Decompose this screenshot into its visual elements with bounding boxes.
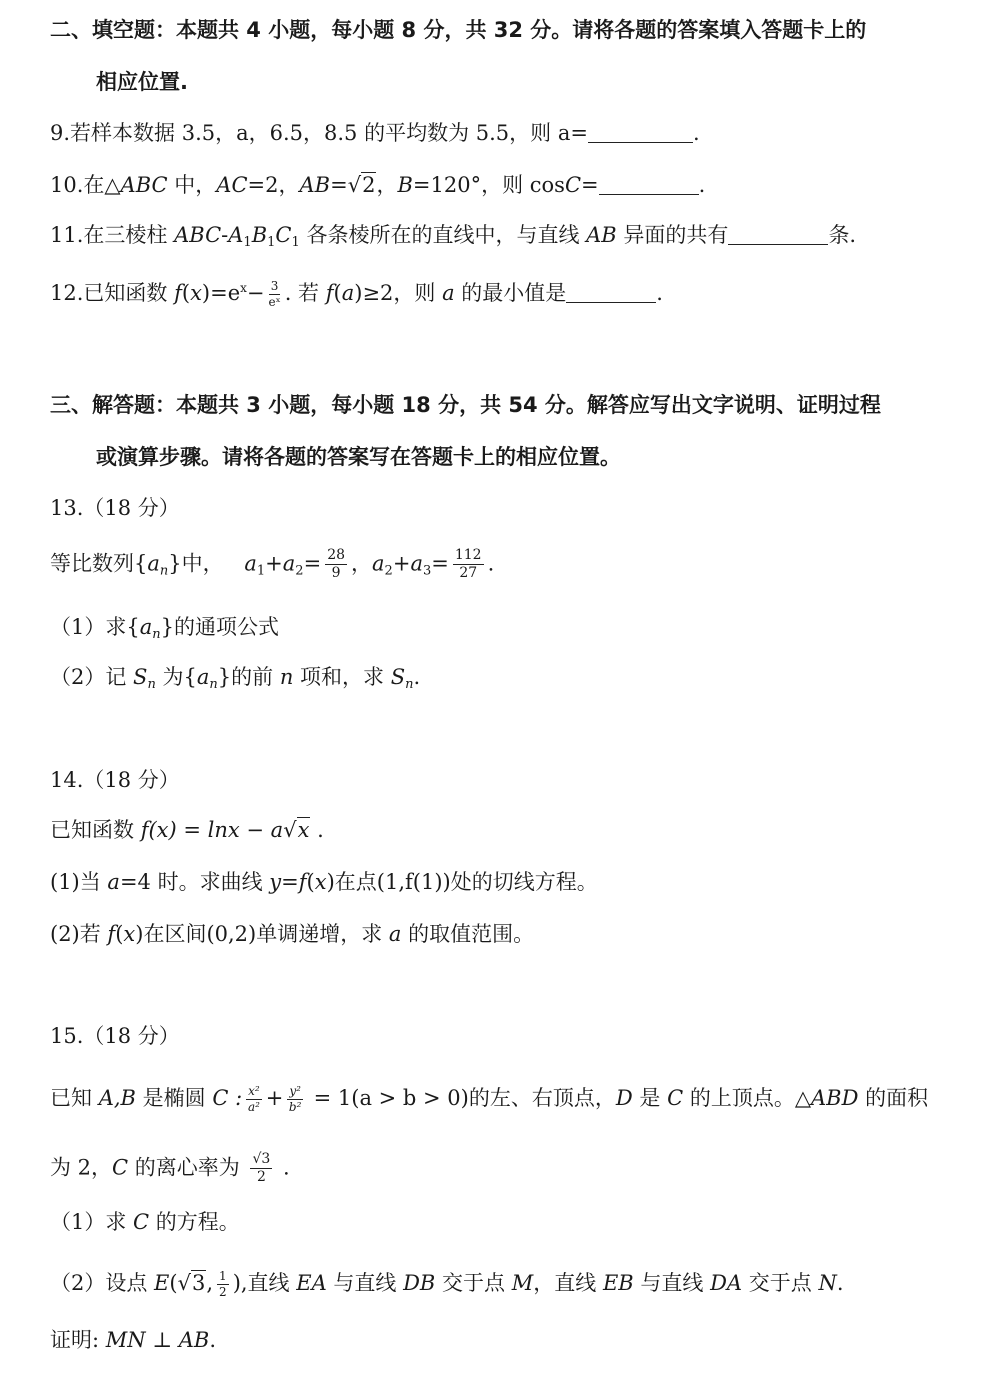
- q15-text: 是: [632, 1086, 668, 1111]
- q15-text: 交于点: [742, 1271, 819, 1296]
- denominator: 9: [331, 565, 341, 582]
- q13-text: +: [265, 551, 283, 576]
- numerator: 3: [269, 280, 281, 295]
- q10-text: =: [581, 173, 599, 197]
- q12-text: x: [190, 281, 202, 306]
- q14-text: x: [123, 922, 136, 946]
- q15-text: N: [818, 1271, 837, 1296]
- numerator: x²: [246, 1085, 262, 1100]
- subscript: n: [209, 677, 218, 692]
- numerator: y²: [287, 1085, 303, 1100]
- denominator: 27: [459, 565, 478, 582]
- q12-end: .: [656, 281, 663, 306]
- subscript: 1: [243, 235, 252, 250]
- q15-text: 与直线: [633, 1271, 711, 1296]
- q13-text: +: [392, 551, 411, 576]
- q14-text: 的取值范围。: [401, 922, 535, 946]
- q15-text: C: [112, 1155, 129, 1180]
- q15-text: M: [511, 1271, 534, 1296]
- q14-formula: f(x) = lnx − a: [140, 818, 284, 842]
- q15-text: （2）设点: [50, 1271, 155, 1296]
- q10-text: =120°，则 cos: [412, 173, 565, 197]
- q10-text: ABC: [120, 173, 168, 197]
- subscript: 2: [384, 563, 393, 579]
- question-13-part-1: [50, 617, 279, 641]
- q15-text: 为 2，: [50, 1155, 113, 1180]
- subscript: n: [152, 627, 161, 642]
- q14-text: a: [107, 870, 120, 894]
- question-15-head: 15.（18 分）: [50, 1024, 180, 1048]
- q12-text: f: [325, 281, 334, 306]
- q15-text: EA: [296, 1271, 327, 1296]
- q15-formula: MN ⊥ AB: [105, 1328, 210, 1352]
- q11-text: 11.在三棱柱: [50, 223, 175, 247]
- q12-text: (: [181, 281, 191, 306]
- sqrt: √3: [177, 1271, 206, 1296]
- q15-text: .: [209, 1328, 217, 1352]
- q13-text: a: [282, 551, 296, 576]
- q13-text: （1）求{: [50, 615, 140, 639]
- question-15-part-1: [50, 1212, 240, 1233]
- question-14-part-1: [50, 872, 598, 893]
- q14-text: (2)若: [50, 922, 108, 946]
- q13-text: 等比数列{: [50, 551, 148, 576]
- q15-text: （1）求: [50, 1210, 134, 1234]
- subscript: 2: [295, 563, 304, 579]
- q15-text: 的方程。: [149, 1210, 240, 1234]
- answer-blank: [588, 124, 693, 143]
- section-2-heading: 二、填空题：本题共 4 小题，每小题 8 分，共 32 分。请将各题的答案填入答题卡上的: [50, 18, 867, 42]
- q12-text: f: [174, 281, 182, 306]
- q10-text: 10.在△: [50, 173, 121, 197]
- q13-text: ，: [351, 551, 373, 576]
- q14-text: (1)当: [50, 870, 108, 894]
- question-12: [50, 280, 663, 309]
- q12-text: a: [341, 281, 355, 306]
- q15-text: 交于点: [435, 1271, 512, 1296]
- fraction: [287, 1085, 303, 1114]
- q10-text: B: [397, 173, 413, 197]
- q12-text: −: [246, 281, 265, 306]
- q10-text: AC: [216, 173, 248, 197]
- q15-text: C: [133, 1210, 150, 1234]
- q12-text: )=e: [201, 281, 241, 306]
- q13-text: a: [244, 551, 257, 576]
- subscript: 1: [256, 563, 266, 579]
- q13-text: 项和，求: [293, 665, 391, 689]
- q11-text: -: [221, 223, 229, 247]
- q15-text: 与直线: [326, 1271, 404, 1296]
- q11-text: B: [251, 223, 268, 247]
- q13-text: }的通项公式: [160, 615, 280, 639]
- q10-text: ，: [376, 173, 398, 197]
- q10-text: 中，: [167, 173, 217, 197]
- question-15-proof: [50, 1330, 216, 1351]
- q15-text: DA: [710, 1271, 743, 1296]
- sqrt: √x: [283, 818, 310, 842]
- q12-text: 12.已知函数: [50, 281, 175, 306]
- fraction: [217, 1270, 229, 1299]
- q11-text: 异面的共有: [616, 223, 729, 247]
- question-9: [50, 123, 700, 144]
- question-15-line-2: [50, 1152, 290, 1186]
- q14-text: x: [314, 870, 327, 894]
- question-13-part-2: [50, 667, 420, 691]
- q11-text: AB: [586, 223, 617, 247]
- subscript: 3: [422, 563, 432, 579]
- q15-text: C: [667, 1086, 684, 1111]
- q15-text: (: [169, 1271, 178, 1296]
- q10-text: =: [330, 173, 348, 197]
- q14-text: (: [115, 922, 124, 946]
- q15-text: 已知: [50, 1086, 99, 1111]
- fraction: [246, 1085, 262, 1114]
- q15-text: .: [276, 1155, 290, 1180]
- radicand: x: [297, 818, 310, 842]
- question-9-end: .: [692, 121, 700, 145]
- denominator: 2: [256, 1169, 266, 1186]
- q11-end: 条.: [828, 223, 857, 247]
- section-3-heading: 三、解答题：本题共 3 小题，每小题 18 分，共 54 分。解答应写出文字说明、证明过程: [50, 393, 881, 417]
- q11-text: C: [275, 223, 292, 247]
- section-3-heading-cont: 或演算步骤。请将各题的答案写在答题卡上的相应位置。: [96, 445, 621, 469]
- denominator: eˣ: [268, 295, 281, 310]
- q15-text: ABD: [810, 1086, 859, 1111]
- q13-text: a: [372, 551, 385, 576]
- q13-text: .: [413, 665, 421, 689]
- q14-text: y: [269, 870, 282, 894]
- question-14-head: 14.（18 分）: [50, 768, 180, 792]
- q13-text: }的前: [217, 665, 280, 689]
- denominator: 2: [219, 1285, 227, 1300]
- q13-text: （2）记: [50, 665, 134, 689]
- q15-text: ,: [206, 1271, 214, 1296]
- question-9-text: 9.若样本数据 3.5，a，6.5，8.5 的平均数为 5.5，则 a=: [50, 121, 588, 145]
- answer-blank: [728, 226, 828, 245]
- q14-text: (: [306, 870, 315, 894]
- subscript: 1: [267, 235, 276, 250]
- q10-text: C: [564, 173, 582, 197]
- q15-text: A,B: [98, 1086, 136, 1111]
- q13-text: n: [279, 665, 294, 689]
- q14-text: )在区间(0,2)单调递增，求: [135, 922, 389, 946]
- sqrt: √2: [347, 173, 376, 197]
- question-13-stem: [50, 548, 494, 582]
- q10-text: =2，: [247, 173, 300, 197]
- q14-text: =: [281, 870, 299, 894]
- q13-text: S: [390, 665, 406, 689]
- q14-text: )在点(1,f(1))处的切线方程。: [326, 870, 598, 894]
- q15-text: E: [154, 1271, 170, 1296]
- q13-text: a: [196, 665, 210, 689]
- question-15-part-2: [50, 1270, 844, 1299]
- q15-text: 是椭圆: [135, 1086, 213, 1111]
- q15-text: DB: [403, 1271, 436, 1296]
- q15-text: EB: [602, 1271, 634, 1296]
- question-10: [50, 175, 705, 196]
- q14-text: a: [388, 922, 402, 946]
- q15-text: +: [265, 1086, 284, 1111]
- q15-text: C :: [212, 1086, 243, 1111]
- question-14-part-2: [50, 924, 534, 945]
- question-13-head: 13.（18 分）: [50, 496, 180, 520]
- q14-text: .: [310, 818, 324, 842]
- q15-formula: = 1(a > b > 0): [306, 1086, 469, 1111]
- q11-text: ABC: [174, 223, 222, 247]
- denominator: a²: [247, 1100, 260, 1115]
- question-14-stem: [50, 820, 324, 841]
- q12-text: . 若: [284, 281, 326, 306]
- q15-text: ),直线: [232, 1271, 297, 1296]
- q15-text: ，直线: [533, 1271, 603, 1296]
- q13-text: .: [487, 551, 495, 576]
- radicand: 3: [191, 1271, 206, 1296]
- numerator: 112: [453, 548, 484, 565]
- subscript: n: [159, 563, 169, 579]
- q15-text: D: [615, 1086, 633, 1111]
- fraction: [250, 1152, 272, 1186]
- q13-text: a: [147, 551, 160, 576]
- q15-text: 证明:: [50, 1328, 106, 1352]
- q13-text: a: [139, 615, 153, 639]
- subscript: n: [405, 677, 414, 692]
- numerator: √3: [250, 1152, 272, 1169]
- q13-text: =: [303, 551, 322, 576]
- answer-blank: [599, 176, 699, 195]
- denominator: b²: [288, 1100, 302, 1115]
- answer-blank: [566, 284, 656, 303]
- q12-text: (: [333, 281, 342, 306]
- subscript: 1: [291, 235, 300, 250]
- numerator: 1: [217, 1270, 229, 1285]
- fraction: [325, 548, 347, 582]
- subscript: n: [147, 677, 156, 692]
- q15-text: 的面积: [858, 1086, 929, 1111]
- q13-text: S: [133, 665, 148, 689]
- question-11: [50, 225, 856, 249]
- q10-end: .: [698, 173, 706, 197]
- q11-text: A: [228, 223, 244, 247]
- q14-text: 已知函数: [50, 818, 141, 842]
- superscript: x: [240, 281, 247, 296]
- q15-text: 的离心率为: [128, 1155, 247, 1180]
- q15-text: 的左、右顶点，: [468, 1086, 616, 1111]
- q14-text: f: [107, 922, 116, 946]
- section-2-heading-cont: 相应位置.: [96, 70, 188, 94]
- q12-text: )≥2，则: [354, 281, 443, 306]
- q13-text: 为{: [155, 665, 197, 689]
- radicand: 2: [362, 173, 376, 197]
- q11-text: 各条棱所在的直线中，与直线: [299, 223, 587, 247]
- fraction: [269, 280, 281, 309]
- q15-text: 的上顶点。△: [683, 1086, 811, 1111]
- q12-text: 的最小值是: [454, 281, 567, 306]
- q14-text: =4 时。求曲线: [119, 870, 270, 894]
- q10-text: AB: [299, 173, 331, 197]
- numerator: 28: [325, 548, 347, 565]
- q13-text: }中，: [168, 551, 224, 576]
- q13-text: a: [410, 551, 423, 576]
- q12-text: a: [442, 281, 455, 306]
- fraction: [453, 548, 484, 582]
- q15-text: .: [836, 1271, 844, 1296]
- q13-text: =: [431, 551, 449, 576]
- q14-text: f: [298, 870, 307, 894]
- question-15-line-1: [50, 1085, 928, 1114]
